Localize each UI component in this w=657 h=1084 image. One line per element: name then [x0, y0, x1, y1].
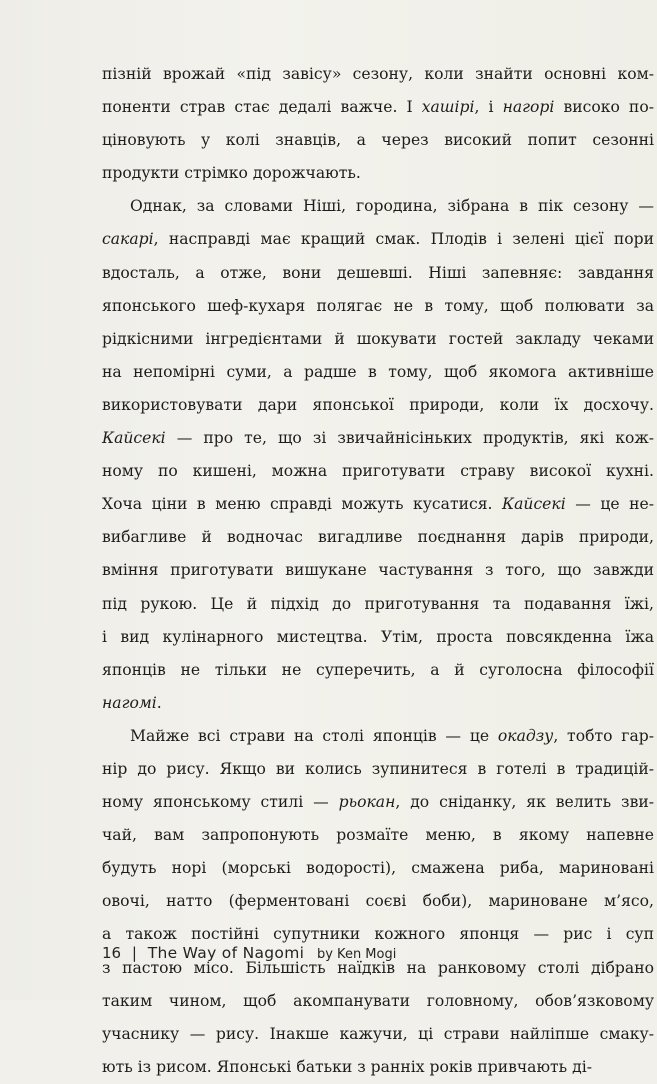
page-number: 16	[102, 944, 122, 962]
text-segment: , насправді має кращий смак. Плодів і зелені цієї пори	[153, 230, 654, 249]
text-line	[102, 852, 654, 885]
author-name: by Ken Mogi	[316, 947, 397, 962]
text-line	[102, 356, 654, 389]
text-line	[102, 1018, 654, 1051]
text-segment: вміння приготувати вишукане частування з того, що завжди	[102, 561, 654, 580]
text-segment: з пастою місо. Більшість наїдків на ранковому столі дібрано	[102, 958, 654, 977]
italic-term: окадзу	[497, 726, 554, 745]
text-line	[102, 190, 654, 223]
text-line	[102, 124, 654, 157]
text-segment: і вид кулінарного мистецтва. Утім, проста повсякденна їжа	[102, 627, 654, 646]
text-segment: .	[156, 693, 162, 712]
text-line	[102, 720, 654, 753]
text-segment: , тобто гар-	[553, 726, 654, 745]
text-segment: чай, вам запропонують розмаїте меню, в якому напевне	[102, 826, 654, 845]
page-footer	[102, 944, 396, 962]
text-segment: Майже всі страви на столі японців — це	[130, 726, 498, 745]
text-line	[102, 455, 654, 488]
text-line	[102, 885, 654, 918]
text-segment: високо по-	[554, 98, 654, 117]
text-line	[102, 1051, 654, 1084]
footer-separator: |	[131, 944, 137, 962]
text-line	[102, 753, 654, 786]
text-line	[102, 91, 654, 124]
text-segment: — про те, що зі звичайнісіньких продуктів, які кож-	[165, 429, 654, 448]
body-text	[102, 58, 654, 1084]
text-segment: нір до рису. Якщо ви колись зупинитеся в готелі в традицій-	[102, 759, 654, 778]
italic-term: сакарі	[102, 230, 154, 249]
text-segment: овочі, натто (ферментовані соєві боби), мариноване м’ясо,	[102, 892, 654, 911]
text-line	[102, 58, 654, 91]
text-line	[102, 422, 654, 455]
paragraph	[102, 720, 654, 1084]
italic-term: рьокан	[338, 793, 396, 812]
text-line	[102, 323, 654, 356]
italic-term: нагорі	[502, 98, 555, 117]
text-line	[102, 157, 654, 190]
italic-term: хашірі	[421, 98, 475, 117]
text-segment: японців не тільки не суперечить, а й суголосна філософії	[102, 660, 654, 679]
italic-term: Кайсекі	[502, 495, 566, 514]
text-segment: Хоча ціни в меню справді можуть кусатися.	[102, 495, 503, 514]
text-segment: , і	[474, 98, 503, 117]
text-segment: рідкісними інгредієнтами й шокувати гостей закладу чеками	[102, 329, 654, 348]
text-line	[102, 819, 654, 852]
paragraph	[102, 190, 654, 720]
text-segment: пізній врожай «під завісу» сезону, коли знайти основні ком-	[102, 65, 654, 83]
text-line	[102, 223, 654, 256]
text-line	[102, 488, 654, 521]
text-segment: Однак, за словами Ніші, городина, зібрана в пік сезону —	[130, 197, 654, 216]
text-segment: таким чином, щоб акомпанувати головному, обов’язковому	[102, 991, 654, 1010]
book-title: The Way of Nagomi	[147, 944, 305, 962]
text-segment: вибагливе й водночас вигадливе поєднання дарів природи,	[102, 528, 654, 547]
text-segment: учаснику — рису. Інакше кажучи, ці страви найліпше смаку-	[102, 1024, 654, 1043]
text-segment: ціновують у колі знавців, а через високий попит сезонні	[102, 131, 654, 150]
text-segment: ному по кишені, можна приготувати страву високої кухні.	[102, 462, 654, 481]
text-line	[102, 389, 654, 422]
paragraph	[102, 58, 654, 190]
text-line	[102, 687, 654, 720]
text-segment: японського шеф-кухаря полягає не в тому, щоб полювати за	[102, 296, 654, 315]
text-line	[102, 290, 654, 323]
text-line	[102, 257, 654, 290]
text-segment: будуть норі (морські водорості), смажена риба, мариновані	[102, 859, 654, 878]
text-segment: на непомірні суми, а радше в тому, щоб якомога активніше	[102, 362, 654, 381]
text-segment: ному японському стилі —	[102, 793, 339, 812]
text-segment: , до сніданку, як велить зви-	[395, 793, 655, 812]
text-line	[102, 985, 654, 1018]
text-segment: а також постійні супутники кожного японця — рис і суп	[102, 925, 654, 944]
text-line	[102, 521, 654, 554]
text-segment: продукти стрімко дорожчають.	[102, 164, 361, 183]
text-line	[102, 554, 654, 587]
text-segment: використовувати дари японської природи, коли їх досхочу.	[102, 395, 654, 414]
text-line	[102, 654, 654, 687]
text-line	[102, 786, 654, 819]
text-segment: — це не-	[565, 495, 654, 514]
text-line	[102, 621, 654, 654]
italic-term: Кайсекі	[102, 429, 166, 448]
text-segment: вдосталь, а отже, вони дешевші. Ніші запевняє: завдання	[102, 263, 654, 282]
text-segment: під рукою. Це й підхід до приготування та подавання їжі,	[102, 594, 654, 613]
italic-term: нагомі	[102, 693, 157, 712]
text-segment: ють із рисом. Японські батьки з ранніх років привчають ді-	[102, 1057, 592, 1076]
text-line	[102, 588, 654, 621]
text-segment: поненти страв стає дедалі важче. І	[102, 98, 422, 117]
